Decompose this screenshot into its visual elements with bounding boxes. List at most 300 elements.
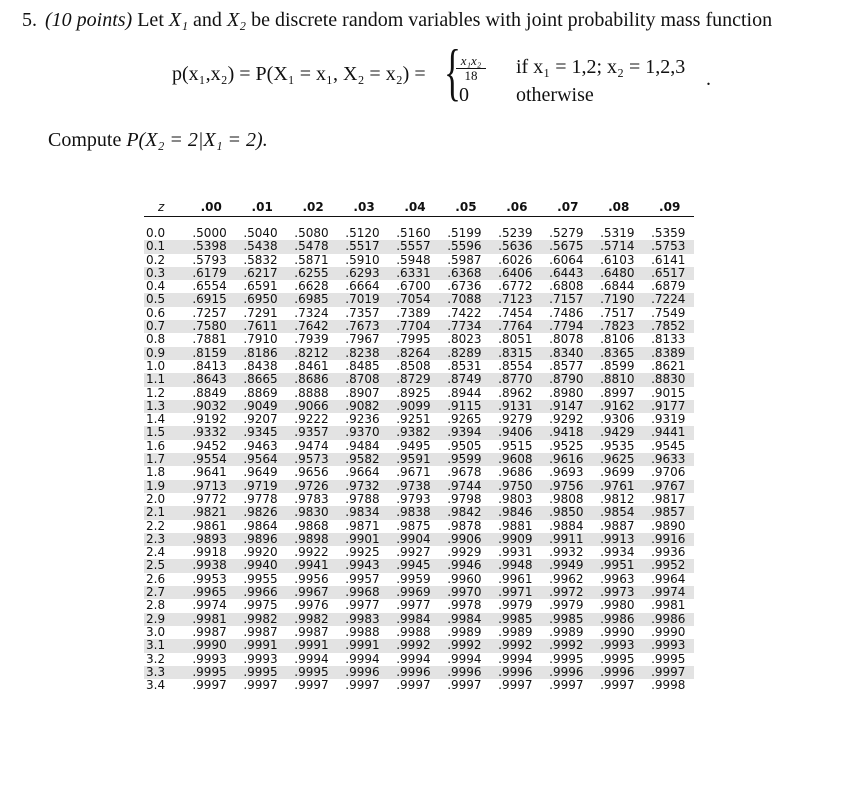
column-header: .07 [557,200,579,214]
table-cell: .7704 [396,319,431,334]
table-cell: .6554 [192,279,227,294]
table-cell: .5557 [396,239,431,254]
table-cell: .9957 [345,571,380,586]
table-cell: .8212 [294,345,329,360]
row-z-value: 1.0 [146,358,166,373]
table-cell: .7673 [345,319,380,334]
table-cell: .9963 [600,571,635,586]
table-row [144,653,694,666]
table-cell: .9861 [192,518,227,533]
table-cell: .9279 [498,412,533,427]
problem-text-part-2: and [188,9,227,31]
table-cell: .9750 [498,478,533,493]
table-cell: .9997 [651,664,686,679]
table-row [144,639,694,652]
table-cell: .5359 [651,226,686,240]
column-header: .02 [302,200,324,214]
table-cell: .9997 [600,678,635,693]
table-cell: .9463 [243,438,278,453]
table-row [144,626,694,639]
table-row [144,493,694,506]
table-cell: .9236 [345,412,380,427]
table-cell: .9959 [396,571,431,586]
row-z-value: 2.6 [146,571,166,586]
table-cell: .9961 [498,571,533,586]
table-cell: .9732 [345,478,380,493]
table-cell: .9798 [447,491,482,506]
table-row [144,586,694,599]
table-cell: .5000 [192,226,227,240]
row-z-value: 2.5 [146,558,166,573]
table-cell: .9992 [549,638,584,653]
row-z-value: 1.4 [146,412,166,427]
table-cell: .9966 [243,585,278,600]
table-cell: .9994 [294,651,329,666]
table-cell: .5080 [294,226,329,240]
table-cell: .7910 [243,332,278,347]
table-cell: .9974 [192,598,227,613]
table-cell: .9940 [243,558,278,573]
column-header: .01 [251,200,273,214]
table-cell: .8790 [549,372,584,387]
row-z-value: 3.2 [146,651,166,666]
row-z-value: 1.2 [146,385,166,400]
table-cell: .9945 [396,558,431,573]
table-cell: .9599 [447,452,482,467]
table-row [144,679,694,692]
table-cell: .9979 [549,598,584,613]
table-cell: .9505 [447,438,482,453]
table-row [144,520,694,533]
table-cell: .9772 [192,491,227,506]
table-cell: .9927 [396,545,431,560]
table-cell: .9994 [345,651,380,666]
row-z-value: 0.4 [146,279,166,294]
row-z-value: 0.3 [146,265,166,280]
z-column-label: z [158,200,165,214]
table-cell: .6293 [345,265,380,280]
table-cell: .9920 [243,545,278,560]
table-cell: .9929 [447,545,482,560]
table-cell: .8413 [192,358,227,373]
table-cell: .9981 [651,598,686,613]
left-brace-symbol: { [444,36,461,107]
table-cell: .9875 [396,518,431,533]
table-cell: .9049 [243,398,278,413]
table-cell: .9989 [498,624,533,639]
table-cell: .9982 [243,611,278,626]
table-cell: .9441 [651,425,686,440]
formula-period: . [706,68,711,90]
table-cell: .9995 [192,664,227,679]
table-cell: .9834 [345,505,380,520]
table-cell: .7257 [192,305,227,320]
table-cell: .8708 [345,372,380,387]
table-cell: .8944 [447,385,482,400]
table-cell: .6700 [396,279,431,294]
table-cell: .9633 [651,452,686,467]
table-cell: .8186 [243,345,278,360]
table-cell: .8554 [498,358,533,373]
table-cell: .9995 [294,664,329,679]
table-cell: .9913 [600,531,635,546]
table-row [144,480,694,493]
table-cell: .7881 [192,332,227,347]
table-cell: .9943 [345,558,380,573]
row-z-value: 3.0 [146,624,166,639]
table-cell: .8749 [447,372,482,387]
row-z-value: 1.1 [146,372,166,387]
table-row [144,573,694,586]
table-cell: .5753 [651,239,686,254]
table-cell: .7995 [396,332,431,347]
table-cell: .9429 [600,425,635,440]
table-cell: .8849 [192,385,227,400]
table-cell: .5279 [549,226,584,240]
table-cell: .9977 [396,598,431,613]
table-row [144,440,694,453]
table-cell: .9881 [498,518,533,533]
table-row [144,293,694,306]
table-cell: .6480 [600,265,635,280]
table-cell: .9901 [345,531,380,546]
fraction [456,54,486,82]
row-z-value: 3.4 [146,678,166,693]
table-cell: .9997 [294,678,329,693]
table-cell: .5040 [243,226,278,240]
variable-x1: X₁ [168,9,189,31]
table-cell: .9991 [243,638,278,653]
table-cell: .7054 [396,292,431,307]
table-cell: .9992 [498,638,533,653]
row-z-value: 1.5 [146,425,166,440]
table-cell: .9850 [549,505,584,520]
table-cell: .9744 [447,478,482,493]
table-cell: .9968 [345,585,380,600]
table-cell: .9996 [600,664,635,679]
table-cell: .9032 [192,398,227,413]
table-cell: .9854 [600,505,635,520]
table-cell: .8531 [447,358,482,373]
table-cell: .8621 [651,358,686,373]
table-cell: .9382 [396,425,431,440]
table-cell: .9857 [651,505,686,520]
table-cell: .9965 [192,585,227,600]
table-row [144,240,694,253]
table-cell: .7088 [447,292,482,307]
table-cell: .8729 [396,372,431,387]
table-cell: .9726 [294,478,329,493]
table-cell: .9996 [498,664,533,679]
table-row [144,559,694,572]
row-z-value: 0.0 [146,226,166,240]
table-cell: .8925 [396,385,431,400]
table-cell: .9911 [549,531,584,546]
table-cell: .9394 [447,425,482,440]
table-cell: .9418 [549,425,584,440]
table-row [144,320,694,333]
table-cell: .9306 [600,412,635,427]
table-cell: .9967 [294,585,329,600]
table-cell: .8340 [549,345,584,360]
fraction-numerator: x₁x₂ [460,53,482,68]
row-z-value: 2.9 [146,611,166,626]
table-cell: .8289 [447,345,482,360]
table-cell: .9664 [345,465,380,480]
table-cell: .9989 [447,624,482,639]
problem-number: 5. [22,9,37,31]
table-cell: .9994 [447,651,482,666]
table-cell: .9993 [243,651,278,666]
table-cell: .6772 [498,279,533,294]
table-row [144,533,694,546]
table-cell: .9987 [243,624,278,639]
compute-expression: P(X₂ = 2|X₁ = 2). [126,129,268,151]
table-cell: .7734 [447,319,482,334]
table-cell: .5398 [192,239,227,254]
table-cell: .9918 [192,545,227,560]
table-cell: .7642 [294,319,329,334]
compute-instruction [48,129,268,152]
table-cell: .9884 [549,518,584,533]
table-cell: .9988 [345,624,380,639]
table-cell: .9535 [600,438,635,453]
table-cell: .8599 [600,358,635,373]
table-cell: .9982 [294,611,329,626]
table-cell: .9082 [345,398,380,413]
table-cell: .8810 [600,372,635,387]
table-cell: .9192 [192,412,227,427]
table-cell: .7123 [498,292,533,307]
table-cell: .8577 [549,358,584,373]
table-cell: .6844 [600,279,635,294]
z-table-body [144,227,694,692]
table-cell: .7224 [651,292,686,307]
table-cell: .9972 [549,585,584,600]
table-cell: .9767 [651,478,686,493]
table-cell: .9981 [192,611,227,626]
table-cell: .9976 [294,598,329,613]
table-row [144,466,694,479]
table-cell: .6368 [447,265,482,280]
table-row [144,267,694,280]
table-cell: .9932 [549,545,584,560]
table-cell: .8078 [549,332,584,347]
row-z-value: 0.2 [146,252,166,267]
table-cell: .7611 [243,319,278,334]
table-row [144,280,694,293]
table-cell: .9916 [651,531,686,546]
table-cell: .6331 [396,265,431,280]
table-cell: .8997 [600,385,635,400]
table-cell: .9452 [192,438,227,453]
table-cell: .9591 [396,452,431,467]
table-cell: .5438 [243,239,278,254]
table-cell: .8106 [600,332,635,347]
table-row [144,506,694,519]
table-cell: .9941 [294,558,329,573]
row-z-value: 2.0 [146,491,166,506]
table-cell: .9997 [345,678,380,693]
table-cell: .9980 [600,598,635,613]
table-cell: .9996 [549,664,584,679]
table-cell: .5239 [498,226,533,240]
table-cell: .6879 [651,279,686,294]
table-row [144,387,694,400]
table-cell: .9997 [498,678,533,693]
table-cell: .9998 [651,678,686,693]
table-cell: .7549 [651,305,686,320]
table-cell: .9761 [600,478,635,493]
table-cell: .9997 [396,678,431,693]
table-cell: .9846 [498,505,533,520]
table-cell: .9878 [447,518,482,533]
problem-text-part-1: Let [137,9,169,31]
table-cell: .9671 [396,465,431,480]
table-cell: .9992 [447,638,482,653]
column-header: .04 [404,200,426,214]
table-cell: .5636 [498,239,533,254]
table-cell: .9345 [243,425,278,440]
table-cell: .9973 [600,585,635,600]
table-row [144,400,694,413]
table-cell: .9984 [447,611,482,626]
table-cell: .9821 [192,505,227,520]
table-cell: .5832 [243,252,278,267]
table-cell: .6064 [549,252,584,267]
table-cell: .9625 [600,452,635,467]
table-cell: .7939 [294,332,329,347]
table-cell: .9131 [498,398,533,413]
table-cell: .7580 [192,319,227,334]
table-cell: .9974 [651,585,686,600]
table-cell: .6179 [192,265,227,280]
table-cell: .7389 [396,305,431,320]
table-cell: .8962 [498,385,533,400]
table-cell: .9993 [600,638,635,653]
table-cell: .9970 [447,585,482,600]
z-table [144,198,694,692]
table-cell: .9994 [396,651,431,666]
table-cell: .9996 [396,664,431,679]
table-cell: .6591 [243,279,278,294]
table-cell: .6255 [294,265,329,280]
table-cell: .6808 [549,279,584,294]
table-cell: .8389 [651,345,686,360]
table-cell: .9641 [192,465,227,480]
case2-condition: otherwise [516,84,594,106]
table-cell: .8023 [447,332,482,347]
table-cell: .9953 [192,571,227,586]
table-cell: .9756 [549,478,584,493]
table-cell: .9986 [600,611,635,626]
table-cell: .6950 [243,292,278,307]
table-cell: .6517 [651,265,686,280]
table-cell: .9222 [294,412,329,427]
table-cell: .6141 [651,252,686,267]
table-cell: .9830 [294,505,329,520]
table-cell: .9838 [396,505,431,520]
table-cell: .9251 [396,412,431,427]
table-cell: .9925 [345,545,380,560]
column-header: .05 [455,200,477,214]
table-cell: .9656 [294,465,329,480]
table-cell: .9778 [243,491,278,506]
table-cell: .9406 [498,425,533,440]
table-cell: .8238 [345,345,380,360]
table-row [144,599,694,612]
table-cell: .8869 [243,385,278,400]
table-cell: .8485 [345,358,380,373]
table-cell: .6443 [549,265,584,280]
table-cell: .9987 [294,624,329,639]
table-row [144,333,694,346]
table-cell: .8264 [396,345,431,360]
table-cell: .5793 [192,252,227,267]
table-cell: .8770 [498,372,533,387]
table-cell: .8508 [396,358,431,373]
table-cell: .9938 [192,558,227,573]
table-cell: .9887 [600,518,635,533]
compute-label: Compute [48,129,122,151]
table-cell: .9890 [651,518,686,533]
row-z-value: 2.7 [146,585,166,600]
table-cell: .9868 [294,518,329,533]
table-cell: .9370 [345,425,380,440]
table-cell: .9904 [396,531,431,546]
table-cell: .9922 [294,545,329,560]
table-cell: .9817 [651,491,686,506]
table-cell: .7291 [243,305,278,320]
table-cell: .9987 [192,624,227,639]
table-row [144,426,694,439]
table-cell: .8051 [498,332,533,347]
table-cell: .9525 [549,438,584,453]
table-cell: .9495 [396,438,431,453]
row-z-value: 2.4 [146,545,166,560]
table-cell: .9975 [243,598,278,613]
table-cell: .7517 [600,305,635,320]
table-cell: .8686 [294,372,329,387]
table-row [144,347,694,360]
table-cell: .5871 [294,252,329,267]
table-cell: .8907 [345,385,380,400]
column-header: .00 [200,200,222,214]
table-row [144,373,694,386]
pmf-formula [172,36,732,112]
table-cell: .9573 [294,452,329,467]
table-cell: .5120 [345,226,380,240]
table-cell: .9871 [345,518,380,533]
table-cell: .9738 [396,478,431,493]
problem-statement [22,6,842,34]
table-cell: .7454 [498,305,533,320]
column-header: .08 [608,200,630,214]
table-cell: .6985 [294,292,329,307]
table-cell: .9864 [243,518,278,533]
fraction-denominator: 18 [464,68,478,83]
table-cell: .8133 [651,332,686,347]
table-cell: .5478 [294,239,329,254]
table-cell: .9788 [345,491,380,506]
table-cell: .9936 [651,545,686,560]
table-cell: .9997 [243,678,278,693]
table-cell: .5199 [447,226,482,240]
table-cell: .8980 [549,385,584,400]
row-z-value: 0.8 [146,332,166,347]
table-cell: .8315 [498,345,533,360]
table-cell: .9989 [549,624,584,639]
